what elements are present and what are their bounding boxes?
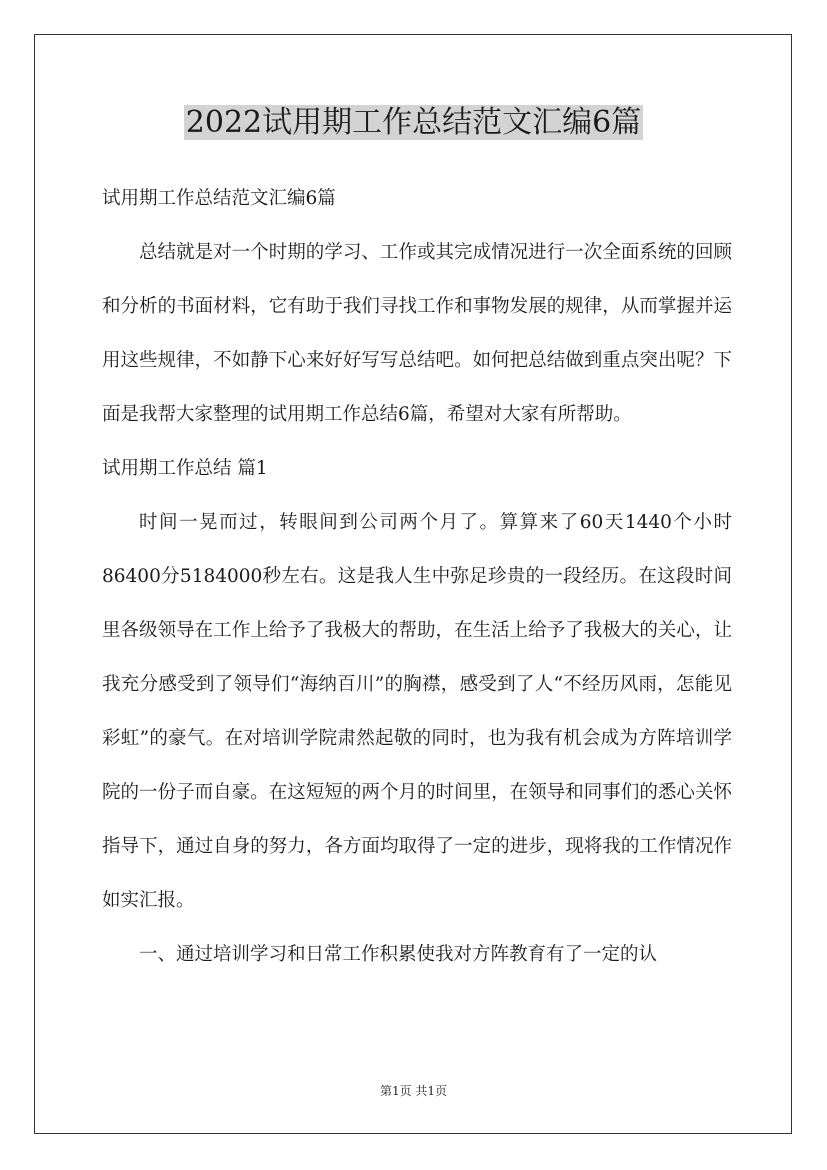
page-footer <box>0 1082 827 1100</box>
page-number: 第1页 共1页 <box>379 1084 448 1098</box>
intro-paragraph: 总结就是对一个时期的学习、工作或其完成情况进行一次全面系统的回顾和分析的书面材料，它有助于我们寻找工作和事物发展的规律，从而掌握并运用这些规律，不如静下心来好好写写总结吧。如何把总结做到重点突出呢？下面是我帮大家整理的试用期工作总结6篇，希望对大家有所帮助。 <box>102 242 732 425</box>
title-text: 2022试用期工作总结范文汇编6篇 <box>185 105 642 140</box>
document-body <box>102 172 732 982</box>
section-paragraph: 时间一晃而过，转眼间到公司两个月了。算算来了60天1440个小时86400分5184000秒左右。这是我人生中弥足珍贵的一段经历。在这段时间里各级领导在工作上给予了我极大的帮助，在生活上给予了我极大的关心，让我充分感受到了领导们“海纳百川”的胸襟，感受到了人“不经历风雨，怎能见彩虹”的豪气。在对培训学院肃然起敬的同时，也为我有机会成为方阵培训学院的一份子而自豪。在这短短的两个月的时间里，在领导和同事们的悉心关怀指导下，通过自身的努力，各方面均取得了一定的进步，现将我的工作情况作如实汇报。 <box>102 512 732 911</box>
section-heading: 试用期工作总结 篇1 <box>102 458 268 479</box>
point-one-paragraph: 一、通过培训学习和日常工作积累使我对方阵教育有了一定的认 <box>139 944 658 965</box>
document-title <box>0 100 827 146</box>
document-subtitle: 试用期工作总结范文汇编6篇 <box>102 188 336 209</box>
